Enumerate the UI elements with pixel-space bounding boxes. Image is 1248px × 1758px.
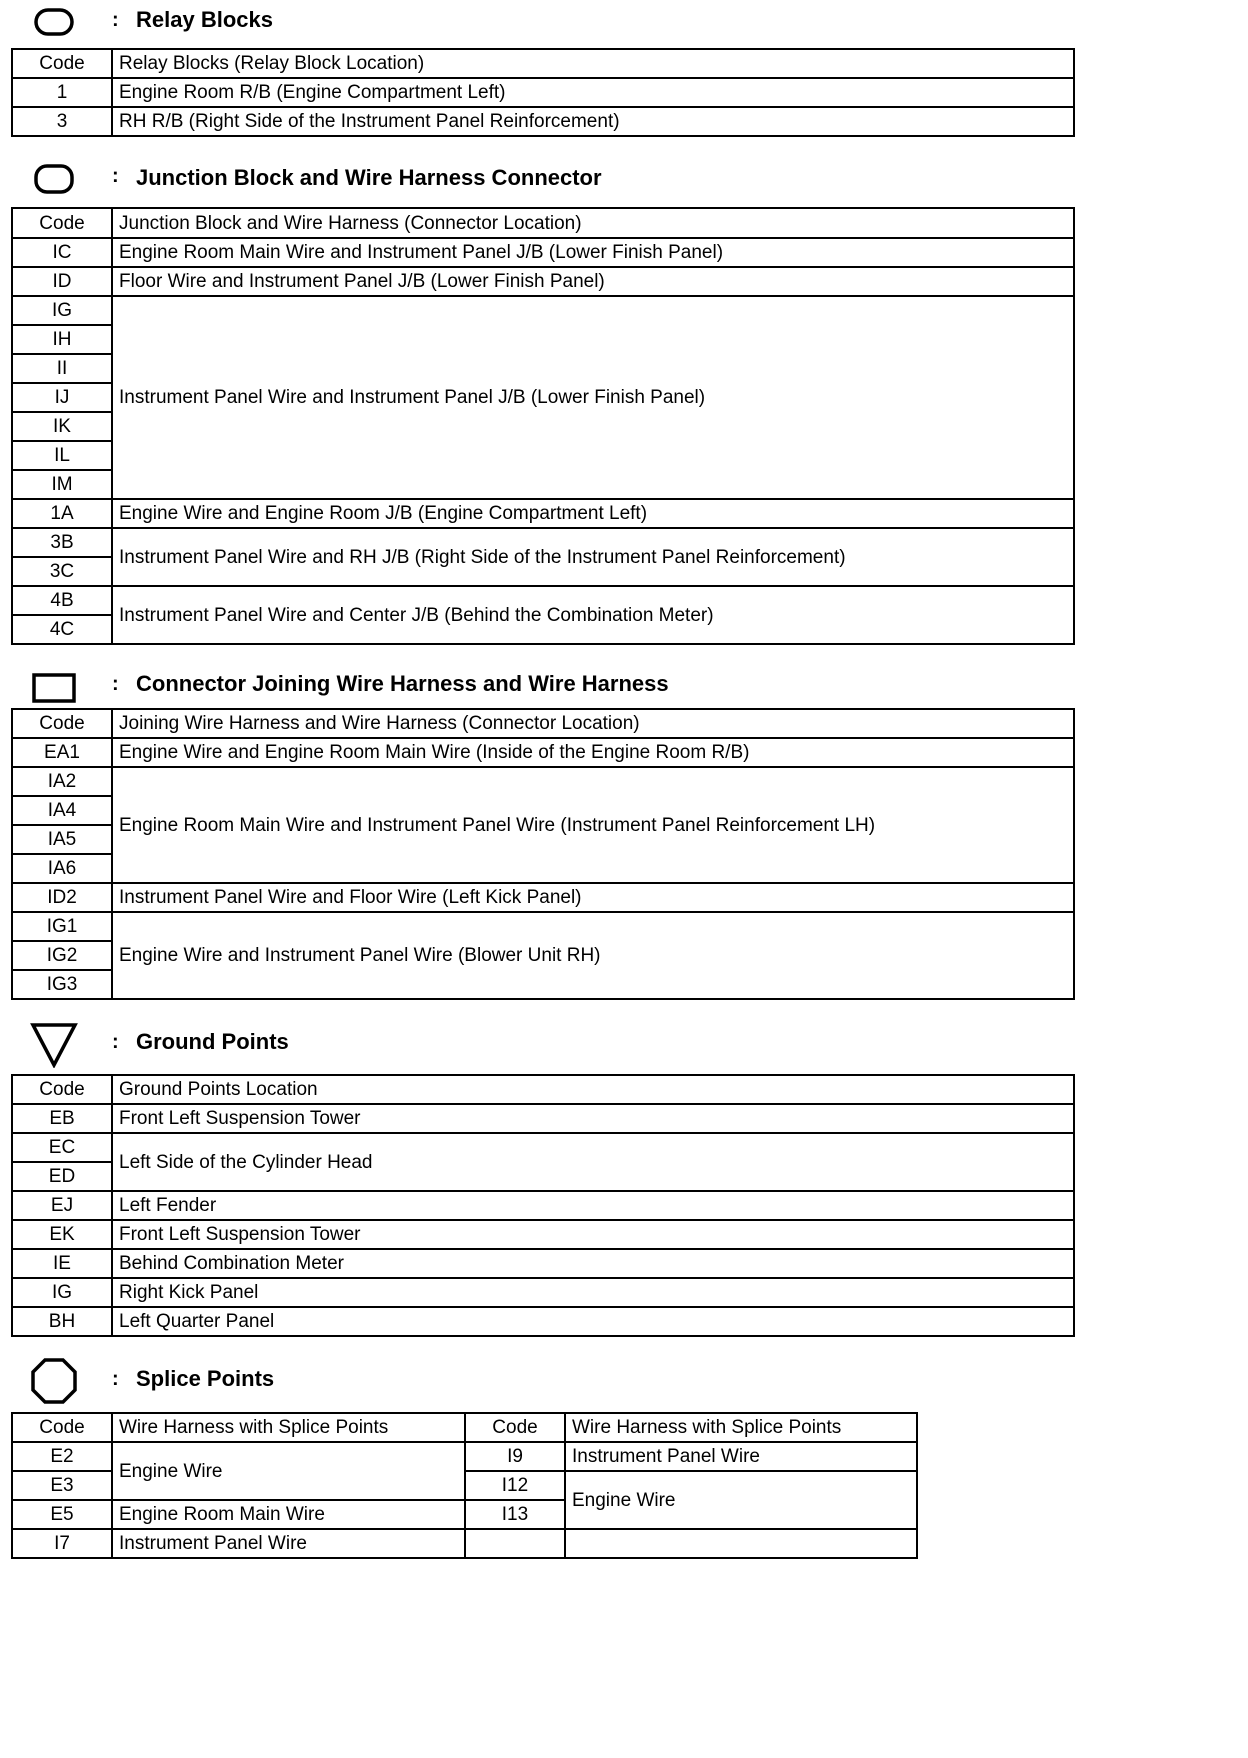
location-cell: Engine Room Main Wire and Instrument Panel J/B (Lower Finish Panel) xyxy=(112,238,1074,267)
code-cell: IM xyxy=(12,470,112,499)
table-row xyxy=(12,107,1074,136)
code-cell: BH xyxy=(12,1307,112,1336)
location-cell: Instrument Panel Wire and Floor Wire (Left Kick Panel) xyxy=(112,883,1074,912)
table-header-row xyxy=(12,1413,917,1442)
table-row xyxy=(12,738,1074,767)
location-cell: RH R/B (Right Side of the Instrument Panel Reinforcement) xyxy=(112,107,1074,136)
code-cell: 3 xyxy=(12,107,112,136)
location-cell: Front Left Suspension Tower xyxy=(112,1220,1074,1249)
code-cell: I9 xyxy=(465,1442,565,1471)
junction-blocks-table xyxy=(11,207,1075,645)
table-row xyxy=(12,499,1074,528)
location-cell: Engine Wire and Engine Room Main Wire (Inside of the Engine Room R/B) xyxy=(112,738,1074,767)
location-header: Relay Blocks (Relay Block Location) xyxy=(112,49,1074,78)
location-cell: Left Quarter Panel xyxy=(112,1307,1074,1336)
relay-blocks-colon: : xyxy=(112,9,119,31)
wire-harness-cell: Instrument Panel Wire xyxy=(565,1442,917,1471)
joining-connectors-colon: : xyxy=(112,673,119,695)
splice-octagon-icon xyxy=(30,1357,78,1405)
table-row xyxy=(12,586,1074,615)
location-cell: Front Left Suspension Tower xyxy=(112,1104,1074,1133)
ground-points-table xyxy=(11,1074,1075,1337)
code-cell: IA4 xyxy=(12,796,112,825)
code-cell: EK xyxy=(12,1220,112,1249)
table-header-row xyxy=(12,709,1074,738)
table-row xyxy=(12,267,1074,296)
table-row xyxy=(12,296,1074,325)
code-cell: IG1 xyxy=(12,912,112,941)
code-header: Code xyxy=(12,1413,112,1442)
relay-blocks-header xyxy=(0,0,1200,40)
table-header-row xyxy=(12,49,1074,78)
code-cell: EA1 xyxy=(12,738,112,767)
joining-connectors-title: Connector Joining Wire Harness and Wire Harness xyxy=(136,671,669,696)
table-row xyxy=(12,912,1074,941)
splice-points-colon: : xyxy=(112,1368,119,1390)
empty-cell xyxy=(565,1529,917,1558)
table-header-row xyxy=(12,208,1074,238)
code-header: Code xyxy=(12,709,112,738)
wire-harness-cell: Engine Room Main Wire xyxy=(112,1500,465,1529)
table-row xyxy=(12,883,1074,912)
code-cell: IE xyxy=(12,1249,112,1278)
relay-blocks-title: Relay Blocks xyxy=(136,7,273,32)
table-row xyxy=(12,1191,1074,1220)
joining-connectors-table xyxy=(11,708,1075,1000)
splice-points-title: Splice Points xyxy=(136,1366,275,1391)
location-header: Ground Points Location xyxy=(112,1075,1074,1104)
junction-blocks-header xyxy=(0,158,1200,198)
code-cell: 4C xyxy=(12,615,112,644)
ground-triangle-icon xyxy=(30,1022,78,1068)
empty-cell xyxy=(465,1529,565,1558)
connector-symbol-icon xyxy=(32,673,76,703)
table-header-row xyxy=(12,1075,1074,1104)
code-cell: E2 xyxy=(12,1442,112,1471)
splice-points-table xyxy=(11,1412,918,1559)
location-cell: Behind Combination Meter xyxy=(112,1249,1074,1278)
location-header: Junction Block and Wire Harness (Connector Location) xyxy=(112,208,1074,238)
code-cell: IA5 xyxy=(12,825,112,854)
code-cell: IL xyxy=(12,441,112,470)
location-cell: Engine Wire and Instrument Panel Wire (Blower Unit RH) xyxy=(112,912,1074,999)
table-row xyxy=(12,767,1074,796)
junction-blocks-title: Junction Block and Wire Harness Connector xyxy=(136,165,602,190)
table-row xyxy=(12,1249,1074,1278)
wire-harness-cell: Engine Wire xyxy=(112,1442,465,1500)
location-cell: Instrument Panel Wire and Center J/B (Behind the Combination Meter) xyxy=(112,586,1074,644)
wire-harness-cell: Engine Wire xyxy=(565,1471,917,1529)
ground-points-header xyxy=(0,1020,1200,1060)
code-cell: IG3 xyxy=(12,970,112,999)
relay-block-symbol-icon xyxy=(34,8,74,36)
code-header: Code xyxy=(12,1075,112,1104)
code-cell: IJ xyxy=(12,383,112,412)
table-row xyxy=(12,1220,1074,1249)
code-cell: 3C xyxy=(12,557,112,586)
location-cell: Engine Room Main Wire and Instrument Panel Wire (Instrument Panel Reinforcement LH) xyxy=(112,767,1074,883)
code-cell: IG xyxy=(12,1278,112,1307)
location-cell: Engine Room R/B (Engine Compartment Left) xyxy=(112,78,1074,107)
table-row xyxy=(12,1133,1074,1162)
code-cell: IH xyxy=(12,325,112,354)
code-cell: ID xyxy=(12,267,112,296)
table-row xyxy=(12,1307,1074,1336)
ground-points-colon: : xyxy=(112,1031,119,1053)
joining-connectors-header xyxy=(0,665,1200,705)
code-cell: IG xyxy=(12,296,112,325)
table-row xyxy=(12,528,1074,557)
location-cell: Left Fender xyxy=(112,1191,1074,1220)
code-cell: IA2 xyxy=(12,767,112,796)
code-cell: 4B xyxy=(12,586,112,615)
table-row xyxy=(12,78,1074,107)
location-cell: Right Kick Panel xyxy=(112,1278,1074,1307)
location-cell: Floor Wire and Instrument Panel J/B (Lower Finish Panel) xyxy=(112,267,1074,296)
code-cell: II xyxy=(12,354,112,383)
code-cell: E5 xyxy=(12,1500,112,1529)
code-cell: EC xyxy=(12,1133,112,1162)
location-cell: Engine Wire and Engine Room J/B (Engine Compartment Left) xyxy=(112,499,1074,528)
table-row xyxy=(12,1104,1074,1133)
table-row xyxy=(12,1278,1074,1307)
code-cell: EB xyxy=(12,1104,112,1133)
code-cell: IA6 xyxy=(12,854,112,883)
code-header: Code xyxy=(465,1413,565,1442)
code-cell: 1A xyxy=(12,499,112,528)
table-row xyxy=(12,1442,917,1471)
location-cell: Instrument Panel Wire and RH J/B (Right Side of the Instrument Panel Reinforcement) xyxy=(112,528,1074,586)
code-cell: IC xyxy=(12,238,112,267)
junction-block-symbol-icon xyxy=(34,164,74,194)
code-cell: IK xyxy=(12,412,112,441)
code-cell: 1 xyxy=(12,78,112,107)
relay-blocks-table xyxy=(11,48,1075,137)
table-row xyxy=(12,238,1074,267)
code-header: Code xyxy=(12,49,112,78)
code-header: Code xyxy=(12,208,112,238)
code-cell: EJ xyxy=(12,1191,112,1220)
wire-harness-header: Wire Harness with Splice Points xyxy=(112,1413,465,1442)
junction-blocks-colon: : xyxy=(112,165,119,187)
code-cell: I12 xyxy=(465,1471,565,1500)
table-row xyxy=(12,1529,917,1558)
location-cell: Left Side of the Cylinder Head xyxy=(112,1133,1074,1191)
code-cell: I13 xyxy=(465,1500,565,1529)
wire-harness-header: Wire Harness with Splice Points xyxy=(565,1413,917,1442)
code-cell: ID2 xyxy=(12,883,112,912)
code-cell: ED xyxy=(12,1162,112,1191)
wire-harness-cell: Instrument Panel Wire xyxy=(112,1529,465,1558)
code-cell: E3 xyxy=(12,1471,112,1500)
location-cell: Instrument Panel Wire and Instrument Panel J/B (Lower Finish Panel) xyxy=(112,296,1074,499)
code-cell: I7 xyxy=(12,1529,112,1558)
ground-points-title: Ground Points xyxy=(136,1029,289,1054)
splice-points-header xyxy=(0,1355,1200,1395)
code-cell: 3B xyxy=(12,528,112,557)
location-header: Joining Wire Harness and Wire Harness (Connector Location) xyxy=(112,709,1074,738)
code-cell: IG2 xyxy=(12,941,112,970)
